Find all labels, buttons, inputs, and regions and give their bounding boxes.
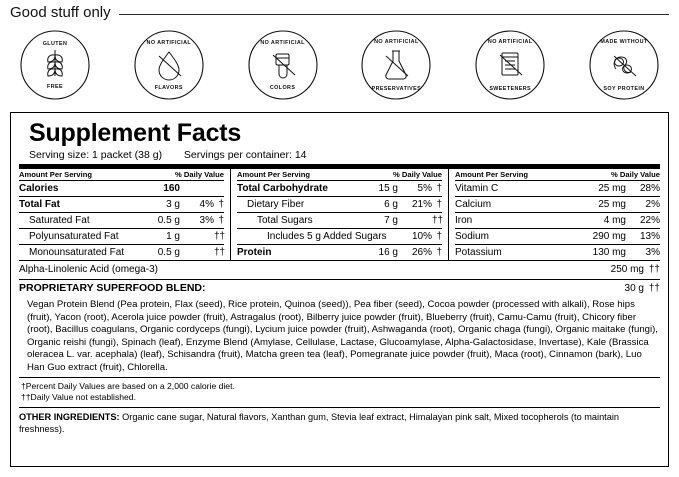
table-row <box>19 244 224 260</box>
nutrient-amount: 25 mg <box>598 199 626 210</box>
nutrient-name: Potassium <box>455 247 502 258</box>
table-row <box>455 212 660 228</box>
nutrient-dv: 21% <box>411 199 432 210</box>
no-artificial-flavors-badge <box>126 24 212 106</box>
daily-value-header: % Daily Value <box>393 170 442 179</box>
nutrient-dagger: †† <box>214 247 226 258</box>
nutrient-name: Calories <box>19 183 59 194</box>
nutrient-name: Total Fat <box>19 199 60 210</box>
nutrient-dv: 4% <box>199 199 214 210</box>
nutrient-amount: 25 mg <box>598 183 626 194</box>
amount-per-serving-header: Amount Per Serving <box>455 170 528 179</box>
paint-brush-icon <box>273 54 295 78</box>
nutrient-amount: 130 mg <box>592 247 626 258</box>
nutrient-amount: 15 g <box>378 183 398 194</box>
nutrient-dagger: † <box>436 231 442 242</box>
made-without-soy-protein-badge <box>581 24 667 106</box>
no-artificial-colors-badge <box>240 24 326 106</box>
footnote-1: †Percent Daily Values are based on a 2,000 calorie diet. <box>21 380 235 391</box>
nutrient-dv: 3% <box>199 215 214 226</box>
nutrient-amount: 0.5 g <box>157 247 180 258</box>
nutrient-amount: 6 g <box>384 199 398 210</box>
wheat-icon <box>48 50 62 76</box>
other-ingredients-label: OTHER INGREDIENTS: <box>19 411 120 422</box>
blend-ingredients: Vegan Protein Blend (Pea protein, Flax (seed), Rice protein, Quinoa (seed)), Pea fiber (seed), Cocoa powder (processed with alkali), Rose hips (fruit), Yacon (root), Acerola juice powder (fruit), Astragalus (root), Bilberry juice powder (fruit), Blueberry (fruit), Camu-Camu (fruit), Chicory fiber (root), Bacillus coagulans, Organic cordyceps (fungi), Lycium juice powder (fruit), Ashwaganda (root), Organic chaga (fungi), Organic maitake (fungi), Organic reishi (fungi), Spinach (leaf), Enzyme Blend (Amylase, Cellulase, Lactase, Glucoamylase, Alpha-Galactosidase, Invertase), Kale (Brassica oleracea L. var. acephala) (leaf), Schisandra (fruit), Matcha green tea (leaf), Pomegranate juice powder (fruit), Maca (root), Cinnamon (bark), Luo Han Guo extract (fruit), Chlorella. <box>27 299 658 373</box>
proprietary-blend-row <box>19 279 660 298</box>
badge-line-1: NO ARTIFICIAL <box>146 40 192 46</box>
page-header <box>0 0 679 22</box>
nutrient-dagger: †† <box>214 231 226 242</box>
serving-info <box>29 149 660 161</box>
badge-line-1: NO ARTIFICIAL <box>374 39 419 45</box>
sugar-packet-icon <box>500 53 522 75</box>
nutrient-name: Iron <box>455 215 473 226</box>
blend-amount: 30 g <box>624 283 644 294</box>
table-row <box>237 228 442 244</box>
page-title: Good stuff only <box>10 4 111 21</box>
nutrient-dv: 2% <box>645 199 660 210</box>
soybean-icon <box>614 56 636 76</box>
nutrient-dv: 3% <box>645 247 660 258</box>
badge-line-1: NO ARTIFICIAL <box>487 39 533 45</box>
no-artificial-preservatives-badge <box>353 24 439 106</box>
flask-icon <box>386 51 408 79</box>
badge-line-1: GLUTEN <box>42 41 68 47</box>
badge-line-2: SOY PROTEIN <box>603 86 645 92</box>
nutrient-name: Dietary Fiber <box>247 199 305 210</box>
nutrient-column-3 <box>448 169 660 260</box>
nutrient-dagger: †† <box>648 264 660 275</box>
header-divider <box>119 14 669 15</box>
badge-line-2: FREE <box>47 84 63 90</box>
blend-title: PROPRIETARY SUPERFOOD BLEND: <box>19 282 206 294</box>
nutrient-name: Saturated Fat <box>29 215 90 226</box>
table-row <box>455 196 660 212</box>
nutrient-dagger: †† <box>432 215 444 226</box>
gluten-free-badge <box>12 24 98 106</box>
nutrient-name: Alpha-Linolenic Acid (omega-3) <box>19 264 158 275</box>
serving-size: Serving size: 1 packet (38 g) <box>29 149 163 161</box>
daily-value-header: % Daily Value <box>175 170 224 179</box>
blend-dagger: †† <box>648 283 660 294</box>
nutrient-dagger: † <box>436 247 442 258</box>
nutrient-dagger: † <box>218 199 224 210</box>
nutrient-name: Total Carbohydrate <box>237 183 328 194</box>
table-row <box>237 212 442 228</box>
nutrient-column-1 <box>19 169 230 260</box>
nutrient-amount: 1 g <box>166 231 180 242</box>
amount-per-serving-header: Amount Per Serving <box>19 170 92 179</box>
table-row <box>455 180 660 196</box>
table-row <box>455 228 660 244</box>
nutrient-amount: 0.5 g <box>157 215 180 226</box>
footnote-2: ††Daily Value not established. <box>21 391 136 402</box>
badge-line-2: PRESERVATIVES <box>371 86 422 92</box>
nutrient-dv: 26% <box>411 247 432 258</box>
badge-line-1: NO ARTIFICIAL <box>260 40 305 46</box>
table-row <box>19 260 660 279</box>
table-row <box>19 212 224 228</box>
nutrient-dv: 13% <box>639 231 660 242</box>
column-1-header <box>19 169 224 180</box>
nutrient-name: Calcium <box>455 199 492 210</box>
amount-per-serving-header: Amount Per Serving <box>237 170 310 179</box>
badge-line-2: FLAVORS <box>154 85 183 91</box>
nutrient-name: Protein <box>237 247 272 258</box>
table-row <box>237 180 442 196</box>
nutrient-amount: 4 mg <box>603 215 626 226</box>
servings-per-container: Servings per container: 14 <box>183 149 307 161</box>
table-row <box>19 228 224 244</box>
no-artificial-sweeteners-badge <box>467 24 553 106</box>
supplement-facts-title: Supplement Facts <box>29 119 242 147</box>
badge-line-1: MADE WITHOUT <box>600 39 648 45</box>
supplement-facts-panel <box>10 112 669 467</box>
nutrient-amount: 3 g <box>166 199 180 210</box>
nutrient-amount: 16 g <box>378 247 398 258</box>
nutrient-amount: 160 <box>163 183 180 194</box>
other-ingredients <box>19 408 660 435</box>
nutrient-name: Vitamin C <box>455 183 499 194</box>
nutrient-columns <box>19 169 660 260</box>
table-row <box>237 196 442 212</box>
nutrient-dagger: † <box>436 199 442 210</box>
badge-line-2: COLORS <box>269 85 296 91</box>
nutrient-name: Monounsaturated Fat <box>29 247 125 258</box>
certification-badges <box>0 22 679 108</box>
nutrient-column-2 <box>230 169 448 260</box>
table-row <box>455 244 660 260</box>
nutrient-dv: 5% <box>417 183 432 194</box>
nutrient-dv: 10% <box>411 231 432 242</box>
nutrient-name: Polyunsaturated Fat <box>29 231 119 242</box>
nutrient-name: Sodium <box>455 231 489 242</box>
daily-value-header: % Daily Value <box>611 170 660 179</box>
nutrient-dv: 22% <box>639 215 660 226</box>
nutrient-name: Total Sugars <box>257 215 313 226</box>
nutrient-dv: 28% <box>639 183 660 194</box>
footnotes <box>19 378 660 403</box>
column-2-header <box>237 169 442 180</box>
nutrient-amount: 290 mg <box>592 231 626 242</box>
table-row <box>19 196 224 212</box>
nutrient-dagger: † <box>218 215 224 226</box>
table-row <box>19 180 224 196</box>
nutrient-dagger: † <box>436 183 442 194</box>
nutrient-name: Includes 5 g Added Sugars <box>267 231 387 242</box>
nutrient-amount: 7 g <box>384 215 398 226</box>
column-3-header <box>455 169 660 180</box>
table-row <box>237 244 442 260</box>
badge-line-2: SWEETENERS <box>489 86 532 92</box>
nutrient-amount: 250 mg <box>610 264 644 275</box>
other-ingredients-text: Organic cane sugar, Natural flavors, Xanthan gum, Stevia leaf extract, Himalayan pink salt, Mixed tocopherols (to maintain freshness). <box>19 411 619 434</box>
flavor-drop-icon <box>159 52 181 80</box>
